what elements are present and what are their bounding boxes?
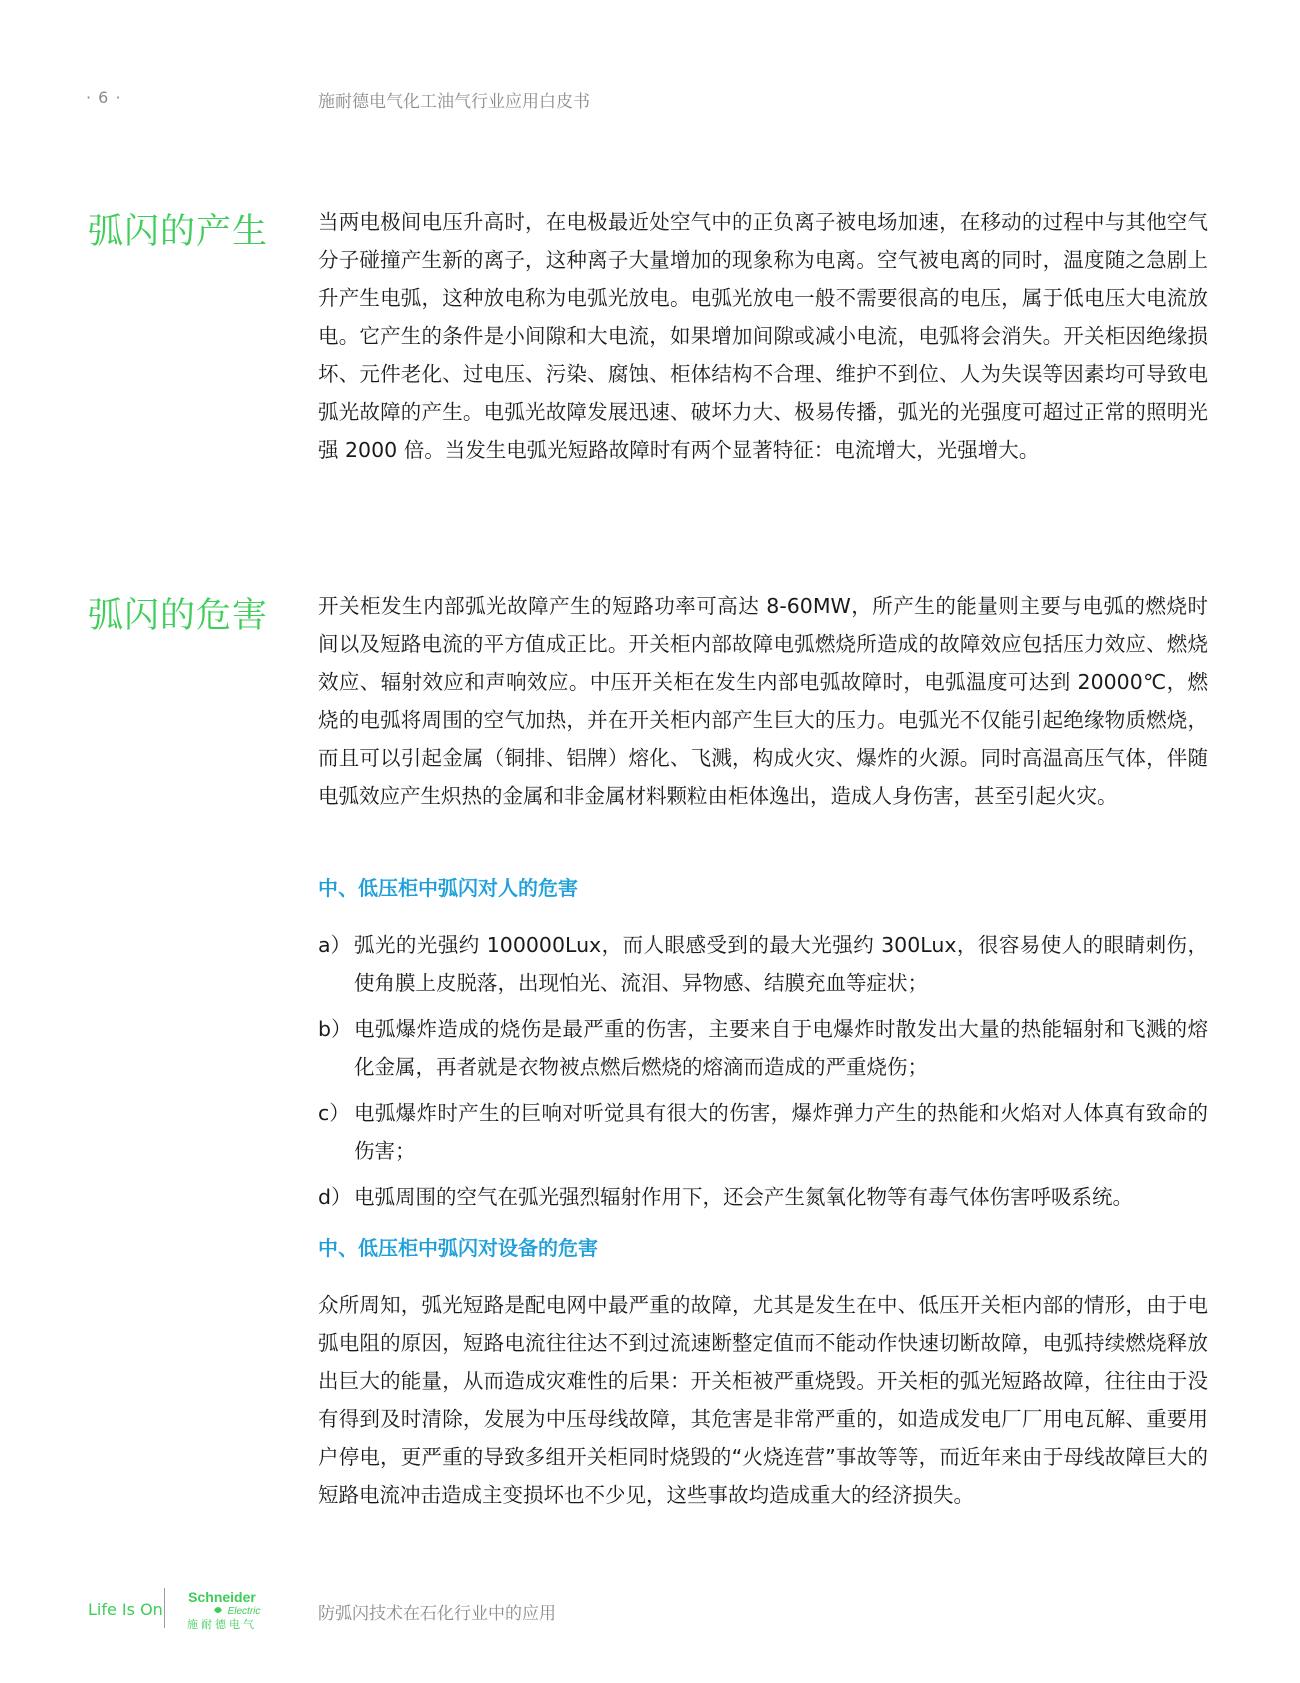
list-item [318,1178,1208,1216]
list-item-marker: d） [318,1185,352,1209]
list-item [318,1094,1208,1170]
list-item [318,1010,1208,1086]
life-is-on-tagline: Life Is On [88,1600,163,1619]
list-item [318,926,1208,1002]
list-item-text: 弧光的光强约 100000Lux，而人眼感受到的最大光强约 300Lux，很容易使人的眼睛刺伤，使角膜上皮脱落，出现怕光、流泪、异物感、结膜充血等症状； [354,933,1208,995]
list-item-marker: b） [318,1017,352,1041]
hazards-to-people-list [318,926,1208,1224]
section-heading-arc-hazards: 弧闪的危害 [88,596,269,636]
list-item-text: 电弧爆炸造成的烧伤是最严重的伤害，主要来自于电爆炸时散发出大量的热能辐射和飞溅的熔化金属，再者就是衣物被点燃后燃烧的熔滴而造成的严重烧伤； [354,1017,1208,1079]
footer [88,1588,788,1634]
logo-brand-name: Schneider [188,1589,256,1605]
logo-brand-cn: 施耐德电气 [187,1618,257,1631]
leaf-icon [214,1607,222,1613]
arc-generation-paragraph: 当两电极间电压升高时，在电极最近处空气中的正负离子被电场加速，在移动的过程中与其他空气分子碰撞产生新的离子，这种离子大量增加的现象称为电离。空气被电离的同时，温度随之急剧上升产生电弧，这种放电称为电弧光放电。电弧光放电一般不需要很高的电压，属于低电压大电流放电。它产生的条件是小间隙和大电流，如果增加间隙或减小电流，电弧将会消失。开关柜因绝缘损坏、元件老化、过电压、污染、腐蚀、柜体结构不合理、维护不到位、人为失误等因素均可导致电弧光故障的产生。电弧光故障发展迅速、破坏力大、极易传播，弧光的光强度可超过正常的照明光强 2000 倍。当发生电弧光短路故障时有两个显著特征：电流增大，光强增大。 [318,210,1208,462]
list-item-marker: a） [318,933,352,957]
list-item-marker: c） [318,1101,350,1125]
list-item-text: 电弧爆炸时产生的巨响对听觉具有很大的伤害，爆炸弹力产生的热能和火焰对人体真有致命的伤害； [354,1101,1208,1163]
schneider-electric-logo [174,1588,270,1632]
running-title: 施耐德电气化工油气行业应用白皮书 [318,92,590,112]
sub-heading-hazards-to-people: 中、低压柜中弧闪对人的危害 [318,876,578,900]
hazards-to-equipment-paragraph: 众所周知，弧光短路是配电网中最严重的故障，尤其是发生在中、低压开关柜内部的情形，由于电弧电阻的原因，短路电流往往达不到过流速断整定值而不能动作快速切断故障，电弧持续燃烧释放出巨大的能量，从而造成灾难性的后果：开关柜被严重烧毁。开关柜的弧光短路故障，往往由于没有得到及时清除，发展为中压母线故障，其危害是非常严重的，如造成发电厂厂用电瓦解、重要用户停电，更严重的导致多组开关柜同时烧毁的“火烧连营”事故等等，而近年来由于母线故障巨大的短路电流冲击造成主变损坏也不少见，这些事故均造成重大的经济损失。 [318,1293,1208,1507]
footer-doc-title: 防弧闪技术在石化行业中的应用 [318,1604,556,1624]
page-number: · 6 · [86,88,122,107]
logo-brand-sub: Electric [227,1606,261,1617]
footer-divider [164,1588,165,1628]
sub-heading-hazards-to-equipment: 中、低压柜中弧闪对设备的危害 [318,1236,598,1260]
arc-hazards-paragraph: 开关柜发生内部弧光故障产生的短路功率可高达 8-60MW，所产生的能量则主要与电弧的燃烧时间以及短路电流的平方值成正比。开关柜内部故障电弧燃烧所造成的故障效应包括压力效应、燃烧效应、辐射效应和声响效应。中压开关柜在发生内部电弧故障时，电弧温度可达到 20000℃，燃烧的电弧将周围的空气加热，并在开关柜内部产生巨大的压力。电弧光不仅能引起绝缘物质燃烧，而且可以引起金属（铜排、铝牌）熔化、飞溅，构成火灾、爆炸的火源。同时高温高压气体，伴随电弧效应产生炽热的金属和非金属材料颗粒由柜体逸出，造成人身伤害，甚至引起火灾。 [318,594,1208,808]
section-heading-arc-generation: 弧闪的产生 [88,212,269,252]
list-item-text: 电弧周围的空气在弧光强烈辐射作用下，还会产生氮氧化物等有毒气体伤害呼吸系统。 [354,1185,1133,1209]
